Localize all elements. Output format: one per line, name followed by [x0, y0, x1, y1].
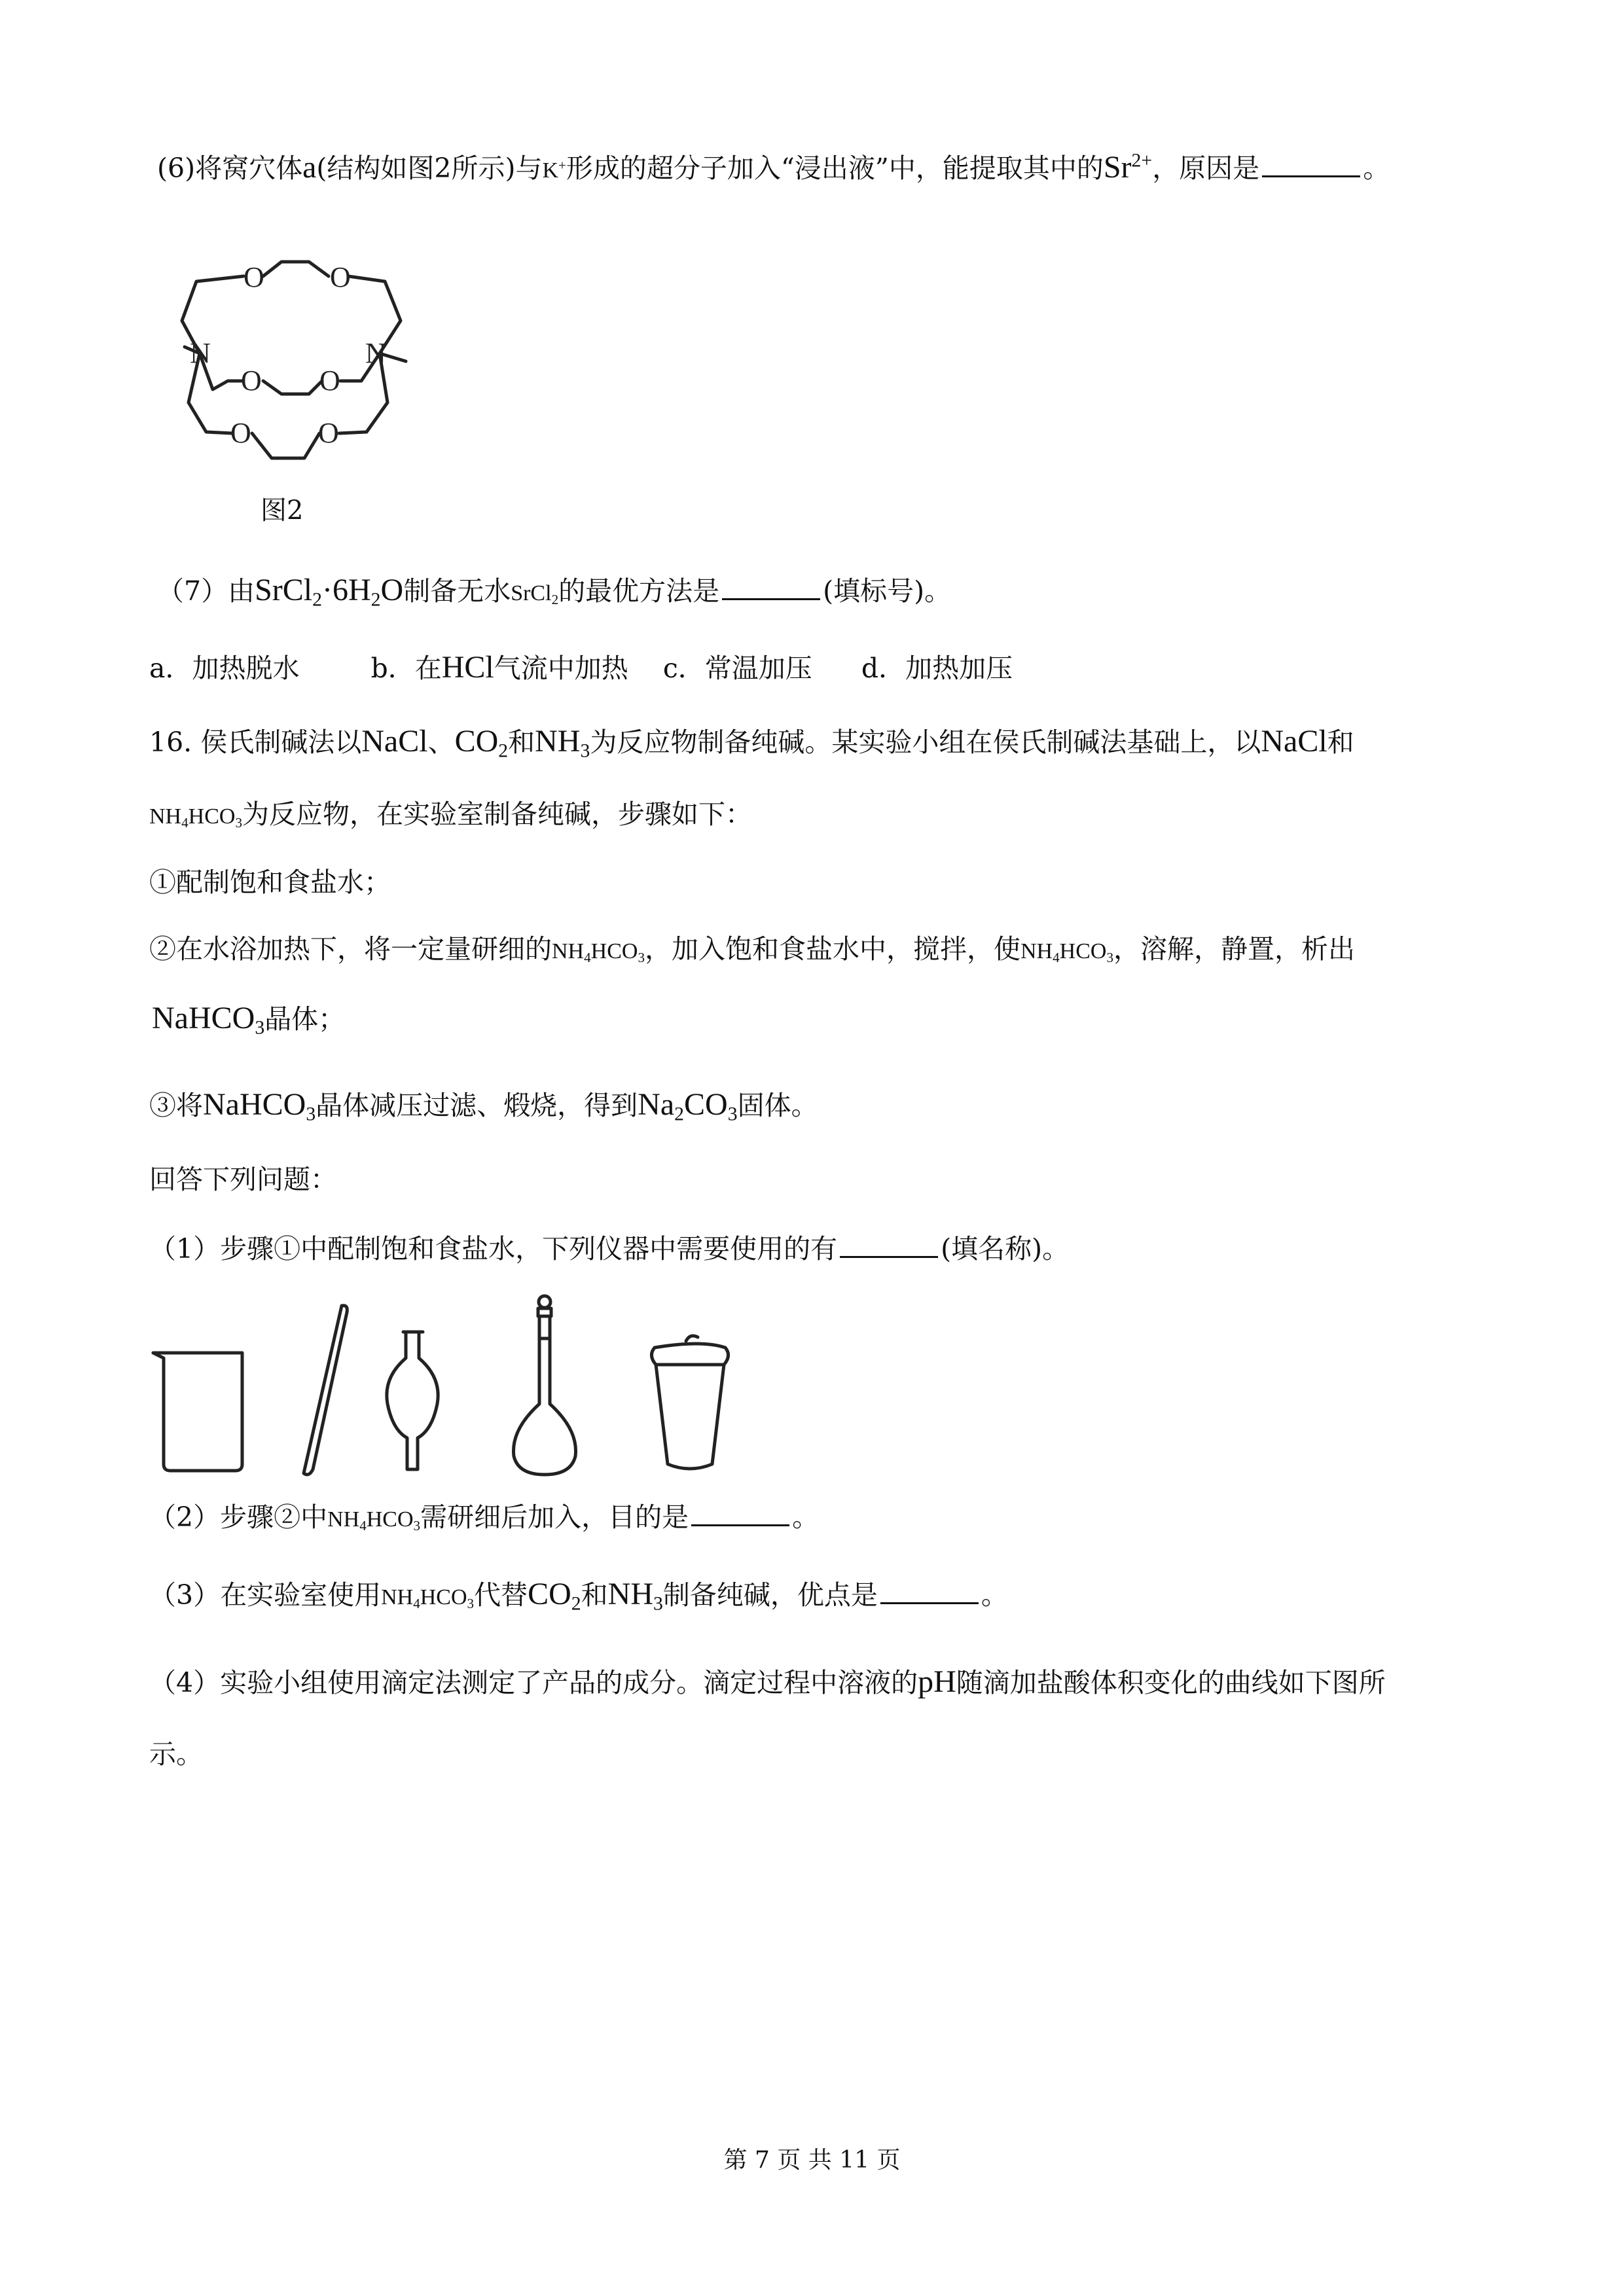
svg-text:O: O	[244, 261, 264, 293]
sub-question-3: （3）在实验室使用$NH_4HCO_3$代替$CO_2$和$NH_3$制备纯碱，优点是 。	[149, 1577, 1008, 1615]
svg-text:O: O	[319, 365, 340, 397]
answer-blank	[1262, 151, 1360, 177]
svg-text:O: O	[241, 365, 262, 397]
option-c: c．常温加压	[662, 653, 812, 684]
answer-blank	[691, 1499, 789, 1526]
answer-blank	[722, 573, 820, 600]
question-6-line: (6)将窝穴体a(结构如图2所示)与K+形成的超分子加入“浸出液”中，能提取其中的$Sr^{2+}$，原因是 。	[157, 149, 1390, 185]
step-3: ③将NaHCO$_3$晶体减压过滤、煅烧，得到$Na_2CO_3$固体。	[149, 1087, 818, 1125]
beaker-icon	[153, 1353, 242, 1471]
option-d: d．加热加压	[861, 653, 1013, 684]
volumetric-flask-icon	[513, 1296, 575, 1475]
answer-blank	[840, 1231, 938, 1258]
svg-text:N: N	[365, 337, 386, 369]
question-7-line: （7）由$SrCl_2\cdot 6H_2O$制备无水SrCl$_2$的最优方法是 (填标号)。	[157, 573, 952, 611]
option-b: b．在HCl气流中加热	[370, 650, 628, 685]
separatory-funnel-icon	[387, 1332, 438, 1469]
apparatus-row	[144, 1293, 746, 1489]
figure-2-caption: 图2	[261, 495, 304, 526]
option-a: a．加热脱水	[149, 653, 300, 684]
anhydrous-formula: SrCl$_2$	[511, 581, 559, 607]
answer-blank	[880, 1577, 979, 1604]
sub-question-4-line-1: （4）实验小组使用滴定法测定了产品的成分。滴定过程中溶液的pH随滴加盐酸体积变化的曲线如下图所	[149, 1664, 1386, 1699]
oxygen-atom-labels	[230, 261, 351, 449]
svg-text:O: O	[318, 417, 339, 449]
crucible-icon	[651, 1336, 728, 1469]
cryptand-structure-figure	[144, 242, 432, 491]
nitrogen-atom-labels	[190, 337, 386, 369]
sub-question-1: （1）步骤①中配制饱和食盐水，下列仪器中需要使用的有 (填名称)。	[149, 1229, 1069, 1268]
potassium-ion: K+	[542, 157, 566, 183]
page-footer: 第 7 页 共 11 页	[723, 2147, 901, 2174]
svg-text:O: O	[230, 417, 251, 449]
step-2-line-1: ②在水浴加热下，将一定量研细的$NH_4HCO_3$，加入饱和食盐水中，搅拌，使$NH_4HCO_3$，溶解，静置，析出	[149, 933, 1355, 965]
step-2-line-2: NaHCO$_3$晶体；	[152, 1001, 346, 1039]
step-1: ①配制饱和食盐水；	[149, 867, 391, 898]
sub-question-2: （2）步骤②中$NH_4HCO_3$需研细后加入，目的是 。	[149, 1498, 819, 1539]
svg-text:O: O	[330, 261, 351, 293]
strontium-ion: $Sr^{2+}$	[1103, 149, 1153, 185]
hydrate-formula: $SrCl_2\cdot 6H_2O$	[255, 573, 404, 611]
sub-question-4-line-2: 示。	[149, 1738, 203, 1770]
glass-rod-icon	[304, 1306, 347, 1475]
question-16-line-2: $NH_4HCO_3$为反应物，在实验室制备纯碱，步骤如下：	[149, 798, 752, 831]
svg-text:N: N	[190, 337, 211, 369]
answer-intro: 回答下列问题：	[149, 1164, 337, 1195]
question-7-options	[149, 648, 1013, 688]
question-16-line-1: 16. 侯氏制碱法以NaCl、$CO_2$和$NH_3$为反应物制备纯碱。某实验小组在侯氏制碱法基础上，以NaCl和	[149, 724, 1354, 762]
